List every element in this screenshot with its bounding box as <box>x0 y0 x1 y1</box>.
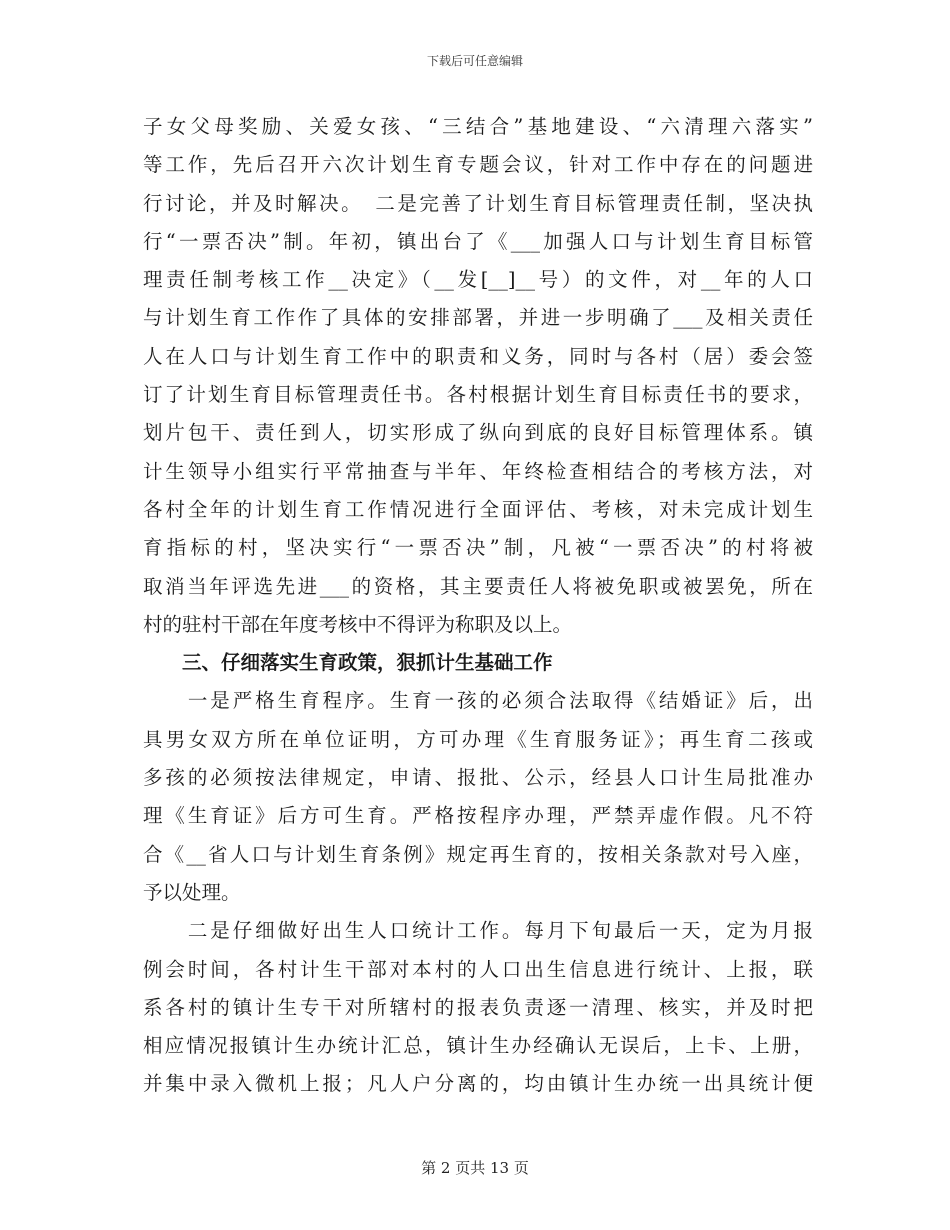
text-line: 村的驻村干部在年度考核中不得评为称职及以上。 <box>143 612 573 636</box>
text-line: 计生领导小组实行平常抽查与半年、年终检查相结合的考核方法，对 <box>143 459 813 483</box>
text-line: 行讨论，并及时解决。 二是完善了计划生育目标管理责任制，坚决执 <box>143 191 813 215</box>
text-line: 订了计划生育目标管理责任书。各村根据计划生育目标责任书的要求， <box>143 383 813 407</box>
text-line: 予以处理。 <box>143 880 241 904</box>
text-line: 一是严格生育程序。生育一孩的必须合法取得《结婚证》后，出 <box>143 689 813 713</box>
section-heading: 三、仔细落实生育政策，狠抓计生基础工作 <box>143 651 553 675</box>
text-line: 多孩的必须按法律规定，申请、报批、公示，经县人口计生局批准办 <box>143 766 813 790</box>
text-line: 例会时间，各村计生干部对本村的人口出生信息进行统计、上报，联 <box>143 957 813 981</box>
page-header: 下载后可任意编辑 <box>426 54 523 68</box>
body-text <box>143 108 813 1104</box>
text-line: 子女父母奖励、关爱女孩、“三结合”基地建设、“六清理六落实” <box>143 115 813 138</box>
text-line: 系各村的镇计生专干对所辖村的报表负责逐一清理、核实，并及时把 <box>143 995 813 1019</box>
text-line: 等工作，先后召开六次计划生育专题会议，针对工作中存在的问题进 <box>143 153 813 177</box>
text-line: 理责任制考核工作__决定》（__发[__]__号）的文件，对__年的人口 <box>143 268 813 292</box>
text-line: 理《生育证》后方可生育。严格按程序办理，严禁弄虚作假。凡不符 <box>143 804 813 828</box>
text-line: 各村全年的计划生育工作情况进行全面评估、考核，对未完成计划生 <box>143 497 813 521</box>
text-line: 具男女双方所在单位证明，方可办理《生育服务证》；再生育二孩或 <box>143 727 813 751</box>
page-number: 第 2 页共 13 页 <box>421 1159 529 1177</box>
text-line: 人在人口与计划生育工作中的职责和义务，同时与各村（居）委会签 <box>143 344 813 368</box>
text-line: 相应情况报镇计生办统计汇总，镇计生办经确认无误后，上卡、上册， <box>143 1034 813 1058</box>
text-line: 取消当年评选先进___的资格，其主要责任人将被免职或被罢免，所在 <box>143 574 813 598</box>
text-line: 并集中录入微机上报；凡人户分离的，均由镇计生办统一出具统计便 <box>143 1072 813 1096</box>
text-line: 合《__省人口与计划生育条例》规定再生育的，按相关条款对号入座， <box>143 842 813 866</box>
text-line: 与计划生育工作作了具体的安排部署，并进一步明确了___及相关责任 <box>143 306 813 330</box>
text-line: 行“一票否决”制。年初，镇出台了《___加强人口与计划生育目标管 <box>143 229 813 253</box>
text-line: 育指标的村，坚决实行“一票否决”制，凡被“一票否决”的村将被 <box>143 536 813 560</box>
text-line: 划片包干、责任到人，切实形成了纵向到底的良好目标管理体系。镇 <box>143 421 813 445</box>
text-line: 二是仔细做好出生人口统计工作。每月下旬最后一天，定为月报 <box>143 919 813 943</box>
